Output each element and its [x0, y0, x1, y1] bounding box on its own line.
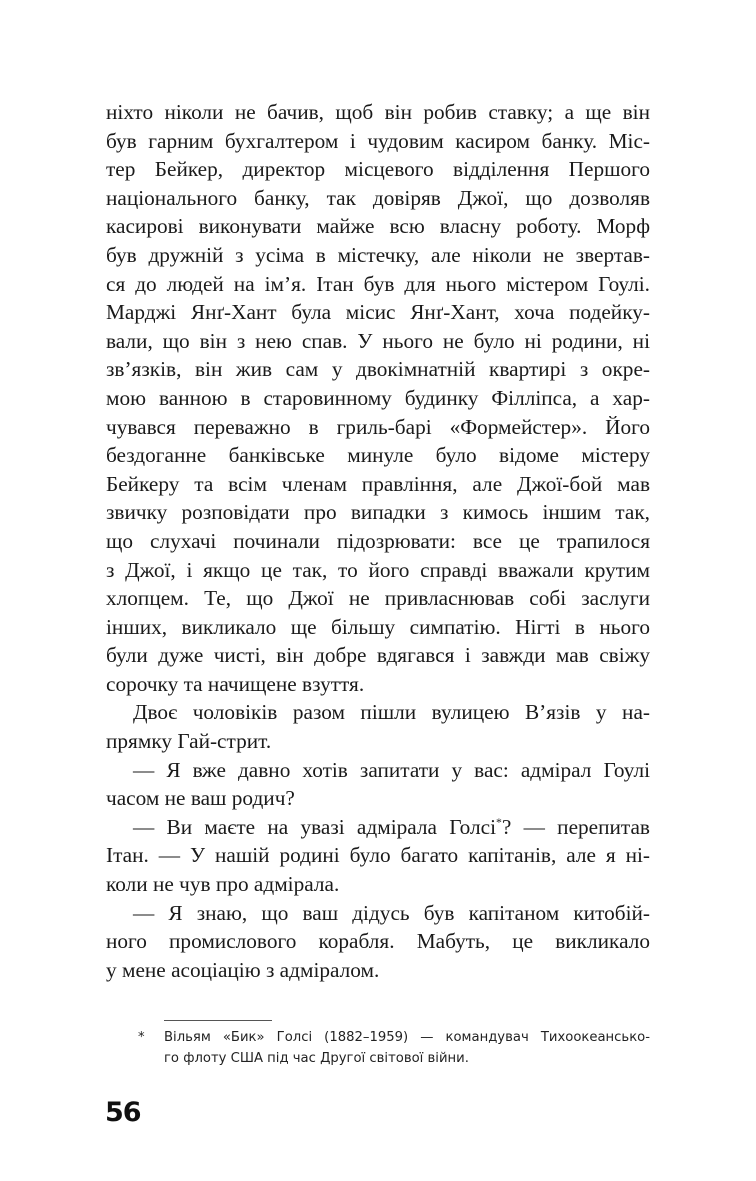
footnote-line: Вільям «Бик» Голсі (1882–1959) — командувач Тихоокеансько-: [164, 1030, 650, 1045]
text-line: бездоганне банківське минуле було відоме містеру: [106, 443, 650, 468]
footnote-text: [164, 1027, 650, 1069]
text-line: інших, викликало ще більшу симпатію. Нігті в нього: [106, 614, 650, 639]
body-text: [106, 98, 650, 984]
text-line: Бейкеру та всім членам правління, але Джої-бой мав: [106, 471, 650, 496]
page-number: 56: [105, 1097, 141, 1128]
text-line: — Я знаю, що ваш дідусь був капітаном китобій-: [133, 900, 650, 925]
text-line: мою ванною в старовинному будинку Філліпса, а хар-: [106, 385, 650, 410]
text-line: ся до людей на ім’я. Ітан був для нього містером Гоулі.: [106, 271, 650, 296]
text-line: Ітан. — У нашій родині було багато капітанів, але я ні-: [106, 843, 650, 868]
text-line: Марджі Янґ-Хант була місис Янґ-Хант, хоча подейку-: [106, 300, 650, 325]
text-line: що слухачі починали підозрювати: все це трапилося: [106, 528, 650, 553]
text-line: були дуже чисті, він добре вдягався і завжди мав свіжу: [106, 643, 650, 668]
text-line: ного промислового корабля. Мабуть, це викликало: [106, 929, 650, 954]
text-line: у мене асоціацію з адміралом.: [106, 957, 380, 982]
text-line: ніхто ніколи не бачив, щоб він робив ставку; а ще він: [106, 100, 650, 124]
text-line: був дружній з усіма в містечку, але ніколи не звертав-: [106, 242, 650, 267]
text-line: касирові виконувати майже всю власну роботу. Морф: [106, 214, 650, 239]
text-line: сорочку та начищене взуття.: [106, 671, 365, 696]
footnote-ref[interactable]: *: [496, 815, 502, 829]
text-line: часом не ваш родич?: [106, 786, 295, 811]
text-line: тер Бейкер, директор місцевого відділення Першого: [106, 157, 650, 182]
text-line: був гарним бухгалтером і чудовим касиром банку. Міс-: [106, 128, 650, 153]
text-line: вали, що він з нею спав. У нього не було ні родини, ні: [106, 328, 650, 353]
footnote-line: го флоту США під час Другої світової війни.: [164, 1051, 469, 1066]
text-line: хлопцем. Те, що Джої не привласнював собі заслуги: [106, 586, 650, 611]
text-line: звичку розповідати про випадки з кимось іншим так,: [106, 500, 650, 525]
text-line: — Ви маєте на увазі адмірала Голсі*? — перепитав: [133, 814, 650, 839]
text-line: прямку Гай-стрит.: [106, 729, 272, 754]
text-line: з Джої, і якщо це так, то його справді вважали крутим: [106, 557, 650, 582]
footnote-divider: [164, 1020, 272, 1021]
text-line: чувався переважно в гриль-барі «Формейстер». Його: [106, 414, 650, 439]
text-line: Двоє чоловіків разом пішли вулицею В’язів у на-: [133, 700, 650, 725]
text-line: національного банку, так довіряв Джої, що дозволяв: [106, 185, 650, 210]
text-line: коли не чув про адмірала.: [106, 872, 340, 897]
text-line: — Я вже давно хотів запитати у вас: адмірал Гоулі: [133, 757, 650, 782]
footnote-marker: *: [138, 1030, 145, 1045]
text-line: зв’язків, він жив сам у двокімнатній квартирі з окре-: [106, 357, 650, 382]
